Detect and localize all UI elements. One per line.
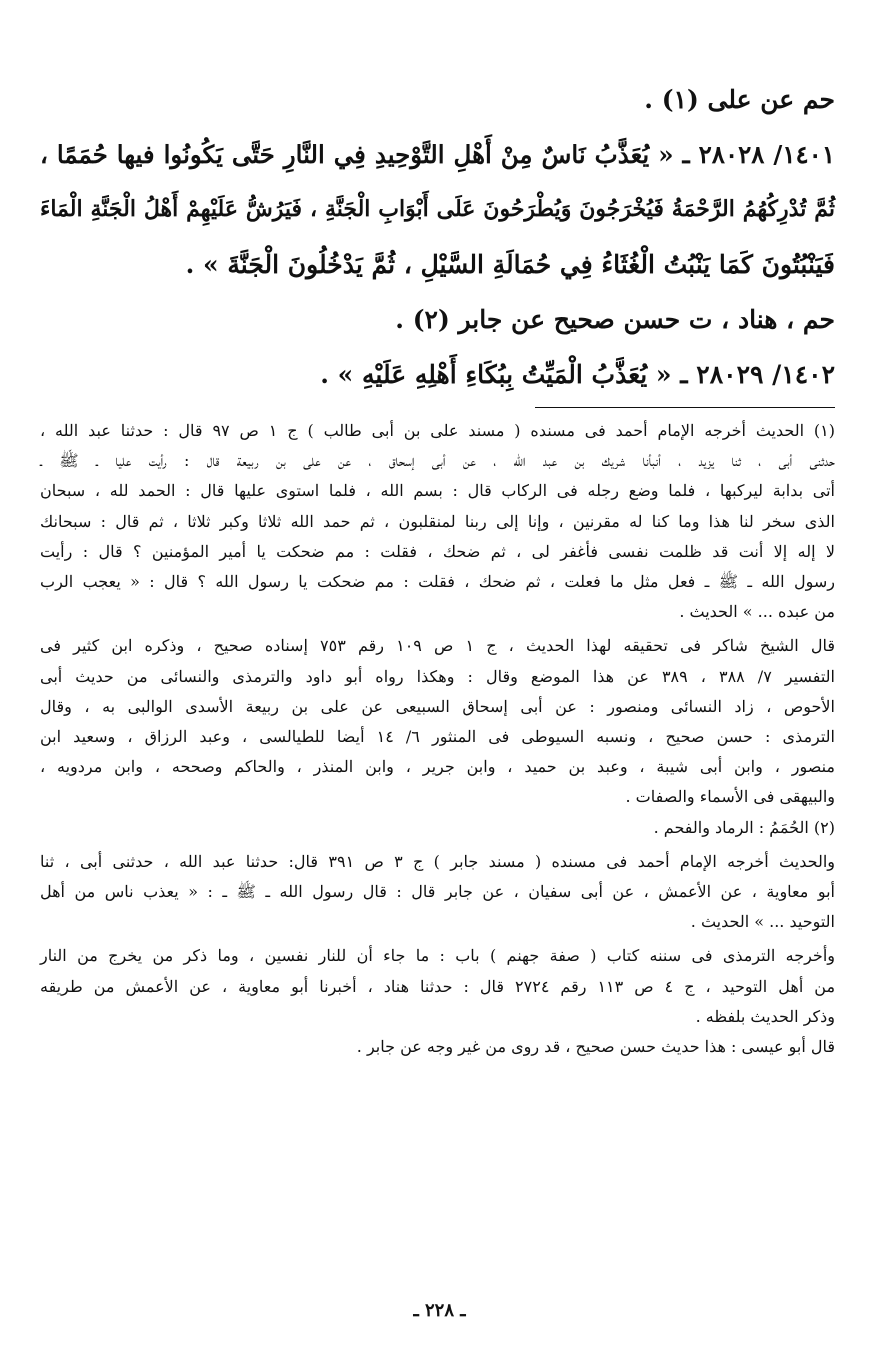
footnote-line: التفسير ٧/ ٣٨٨ ، ٣٨٩ عن هذا الموضع وقال : وهكذا رواه أبو داود والترمذى والنسائى من حديث أبى: [40, 666, 835, 686]
footnote-line: حدثنى أبى ، ثنا يزيد ، أنبأنا شريك بن عبد الله ، عن أبى إسحاق ، عن على بن ربيعة قال : رأيت عليا ـ ﷺ ـ: [40, 451, 836, 471]
footnote-line: الأحوص ، زاد النسائى ومنصور : عن أبى إسحاق السبيعى عن على بن ربيعة الأسدى الوالبى به ، وقال: [40, 696, 835, 716]
page-number: ـ ٢٢٨ ـ: [413, 1300, 466, 1321]
footnote-line: أتى بدابة ليركبها ، فلما وضع رجله فى الركاب قال : بسم الله ، فلما استوى عليها قال : الحمد لله ، سبحان: [40, 481, 835, 501]
footnote-line: (٢) الحُمَمُ : الرماد والفحم .: [653, 817, 835, 837]
hadith-1402-line: ١٤٠٢/ ٢٨٠٢٩ ـ « يُعَذَّبُ الْمَيِّتُ بِبُكَاءِ أَهْلِهِ عَلَيْهِ » .: [320, 360, 835, 389]
footnote-line: وأخرجه الترمذى فى سننه كتاب ( صفة جهنم ) باب : ما جاء أن للنار نفسين ، وما ذكر من يخرج من النار: [40, 946, 835, 966]
footnote-line: من عبده ... » الحديث .: [679, 602, 835, 622]
footnote-line: لا إله إلا أنت قد ظلمت نفسى فأغفر لى ، ثم ضحك ، فقلت : مم ضحكت يا أمير المؤمنين ؟ قال : رأيت: [40, 541, 836, 561]
footnote-line: والبيهقى فى الأسماء والصفات .: [625, 787, 835, 807]
footnote-line: من أهل التوحيد ، ج ٤ ص ١١٣ رقم ٢٧٢٤ قال : حدثنا هناد ، أخبرنا أبو معاوية ، عن الأعمش من طريقه: [40, 976, 836, 996]
footnote-line: قال أبو عيسى : هذا حديث حسن صحيح ، قد روى من غير وجه عن جابر .: [356, 1037, 835, 1057]
main-text: [40, 72, 835, 402]
footnote-line: الذى سخر لنا هذا وما كنا له مقرنين ، وإنا إلى ربنا لمنقلبون ، ثم حمد الله ثلاثا وكبر ثلاثا ، ثم قال : سبحانك: [40, 511, 835, 531]
footnote-line: والحديث أخرجه الإمام أحمد فى مسنده ( مسند جابر ) ج ٣ ص ٣٩١ قال: حدثنا عبد الله ، حدثنى أبى ، ثنا: [40, 851, 835, 871]
hadith-1401-line-2: ثُمَّ تُدْرِكُهُمُ الرَّحْمَةُ فَيُخْرَجُونَ وَيُطْرَحُونَ عَلَى أَبْوَابِ الْجَنَّةِ ، فَيَرُشُّ عَلَيْهِمْ أَهْلُ الْجَنَّةِ الْمَاءَ: [40, 196, 835, 222]
footnote-line: قال الشيخ شاكر فى تحقيقه لهذا الحديث ، ج ١ ص ١٠٩ رقم ٧٥٣ إسناده صحيح ، وذكره ابن كثير فى: [40, 636, 835, 656]
source-line: حم عن على (١) .: [644, 85, 835, 114]
footnote-line: وذكر الحديث بلفظه .: [695, 1006, 835, 1026]
footnotes: [40, 416, 835, 1062]
source-line: حم ، هناد ، ت حسن صحيح عن جابر (٢) .: [395, 305, 835, 334]
footnote-line: التوحيد ... » الحديث .: [690, 912, 835, 932]
footnote-line: الترمذى : حسن صحيح ، ونسبه السيوطى فى المنثور ٦/ ١٤ أيضا للطيالسى ، وعبد الرزاق ، وسعيد ابن: [40, 727, 835, 747]
footnote-separator: [535, 407, 835, 408]
footnote-line: رسول الله ـ ﷺ ـ فعل مثل ما فعلت ، ثم ضحك ، فقلت : مم ضحكت يا رسول الله ؟ قال : « يعجب الرب: [40, 572, 835, 592]
footnote-line: أبو معاوية ، عن الأعمش ، عن أبى سفيان ، عن جابر قال : قال رسول الله ـ ﷺ ـ : « يعذب ناس من أهل: [40, 882, 835, 902]
hadith-1401-line-3: فَيَنْبُتُونَ كَمَا يَنْبُتُ الْغُثَاءُ فِي حُمَالَةِ السَّيْلِ ، ثُمَّ يَدْخُلُونَ الْجَنَّةَ » .: [185, 250, 835, 279]
footnote-line: (١) الحديث أخرجه الإمام أحمد فى مسنده ( مسند على بن أبى طالب ) ج ١ ص ٩٧ قال : حدثنا عبد الله ،: [40, 421, 836, 440]
footnote-line: منصور ، وابن أبى شيبة ، وعبد بن حميد ، وابن جرير ، وابن المنذر ، والحاكم وصححه ، وابن مردويه ،: [40, 757, 835, 777]
hadith-1401-line-1: ١٤٠١/ ٢٨٠٢٨ ـ « يُعَذَّبُ نَاسٌ مِنْ أَهْلِ التَّوْحِيدِ فِي النَّارِ حَتَّى يَكُونُوا فيها حُمَمًا ،: [40, 140, 835, 169]
